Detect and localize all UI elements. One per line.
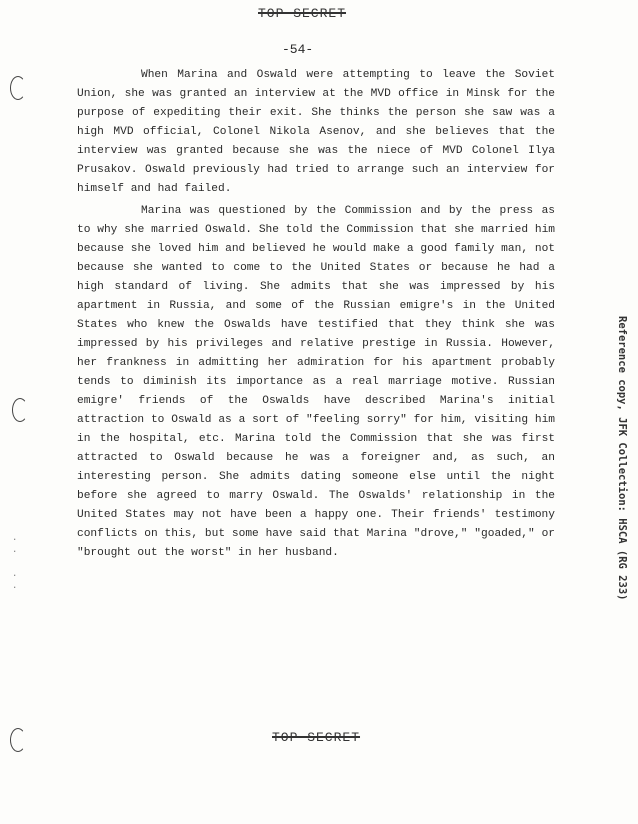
document-body [77,66,555,563]
bottom-classification-stamp: TOP SECRET [272,730,361,745]
binder-hole-icon [10,76,26,100]
scan-specks-icon: · · · · [12,535,18,593]
paragraph-2: Marina was questioned by the Commission and by the press as to why she married Oswald. She told the Commission that she married him because she loved him and believed he would make a good family man, not because she wanted to come to the United States or because he had a high standard of living. She admits that she was impressed by his apartment in Russia, and some of the Russian emigre's in the United States who knew the Oswalds have testified that they think she was impressed by his privileges and relative prestige in Russia. However, her frankness in admitting her admiration for his apartment probably tends to diminish its importance as a real marriage motive. Russian emigre' friends of the Oswalds have described Marina's initial attraction to Oswald as a sort of "feeling sorry" for him, visiting him in the hospital, etc. Marina told the Commission that she was first attracted to Oswald because he was a foreigner and, as such, an interesting person. She admits dating someone else until the night before she agreed to marry Oswald. The Oswalds' relationship in the United States may not have been a happy one. Their friends' testimony conflicts on this, but some have said that Marina "drove," "goaded," or "brought out the worst" in her husband. [77,205,555,559]
binder-hole-icon [10,728,26,752]
paragraph-1: When Marina and Oswald were attempting to leave the Soviet Union, she was granted an interview at the MVD office in Minsk for the purpose of expediting their exit. She thinks the person she saw was a high MVD official, Colonel Nikola Asenov, and she believes that the interview was granted because she was the niece of MVD Colonel Ilya Prusakov. Oswald previously had tried to arrange such an interview for himself and had failed. [77,69,555,195]
binder-hole-icon [12,398,28,422]
page-number: -54- [282,42,314,57]
top-classification-stamp: TOP SECRET [258,6,347,21]
reference-copy-label: Reference copy, JFK Collection: HSCA (RG 233) [616,316,628,601]
